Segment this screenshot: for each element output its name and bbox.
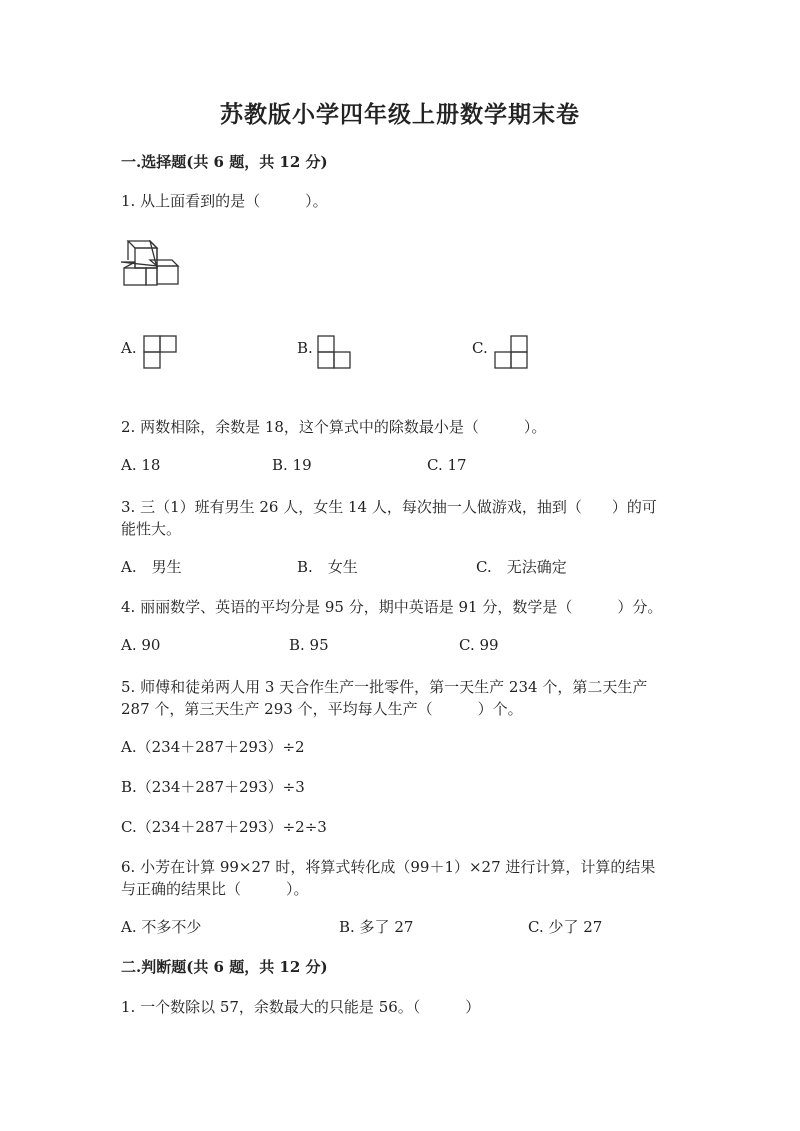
cube-stack-figure [120,240,182,288]
q4-option-b: B. 95 [289,636,329,654]
q2-option-c: C. 17 [427,456,467,474]
section-heading-choice: 一.选择题(共 6 题，共 12 分) [121,153,328,171]
q2-option-a: A. 18 [121,456,161,474]
q3-option-b: B. 女生 [297,558,358,576]
q3-option-c: C. 无法确定 [476,558,567,576]
q1-option-b: B. [297,339,313,357]
q4-option-c: C. 99 [459,636,499,654]
q5-option-c: C.（234＋287＋293）÷2÷3 [121,818,327,836]
q4-option-a: A. 90 [121,636,161,654]
q1-option-b-figure [317,335,353,371]
section-heading-judgment: 二.判断题(共 6 题，共 12 分) [121,958,328,976]
question-5-line-2: 287 个，第三天生产 293 个，平均每人生产（ ）个。 [121,700,523,718]
q5-option-a: A.（234＋287＋293）÷2 [121,738,305,756]
question-5-line-1: 5. 师傅和徒弟两人用 3 天合作生产一批零件，第一天生产 234 个，第二天生产 [121,678,648,696]
q1-option-c: C. [472,339,488,357]
question-6-line-2: 与正确的结果比（ ）。 [121,880,309,898]
page-title: 苏教版小学四年级上册数学期末卷 [220,101,580,128]
question-6-line-1: 6. 小芳在计算 99×27 时，将算式转化成（99＋1）×27 进行计算，计算的结果 [121,858,656,876]
q6-option-c: C. 少了 27 [528,918,603,936]
q3-option-a: A. 男生 [121,558,182,576]
q1-option-a: A. [121,339,137,357]
question-2-text: 2. 两数相除，余数是 18，这个算式中的除数最小是（ ）。 [121,418,547,436]
q2-option-b: B. 19 [272,456,312,474]
q1-option-a-figure [143,335,179,371]
q6-option-a: A. 不多不少 [121,918,202,936]
q5-option-b: B.（234＋287＋293）÷3 [121,778,305,796]
judgment-1-text: 1. 一个数除以 57，余数最大的只能是 56。（ ） [121,998,481,1016]
question-1-text: 1. 从上面看到的是（ ）。 [121,192,328,210]
question-3-line-2: 能性大。 [121,520,182,538]
question-4-text: 4. 丽丽数学、英语的平均分是 95 分，期中英语是 91 分，数学是（ ）分。 [121,598,663,616]
question-3-line-1: 3. 三（1）班有男生 26 人，女生 14 人，每次抽一人做游戏，抽到（ ）的可 [121,498,657,516]
q1-option-c-figure [494,335,530,371]
q6-option-b: B. 多了 27 [339,918,414,936]
